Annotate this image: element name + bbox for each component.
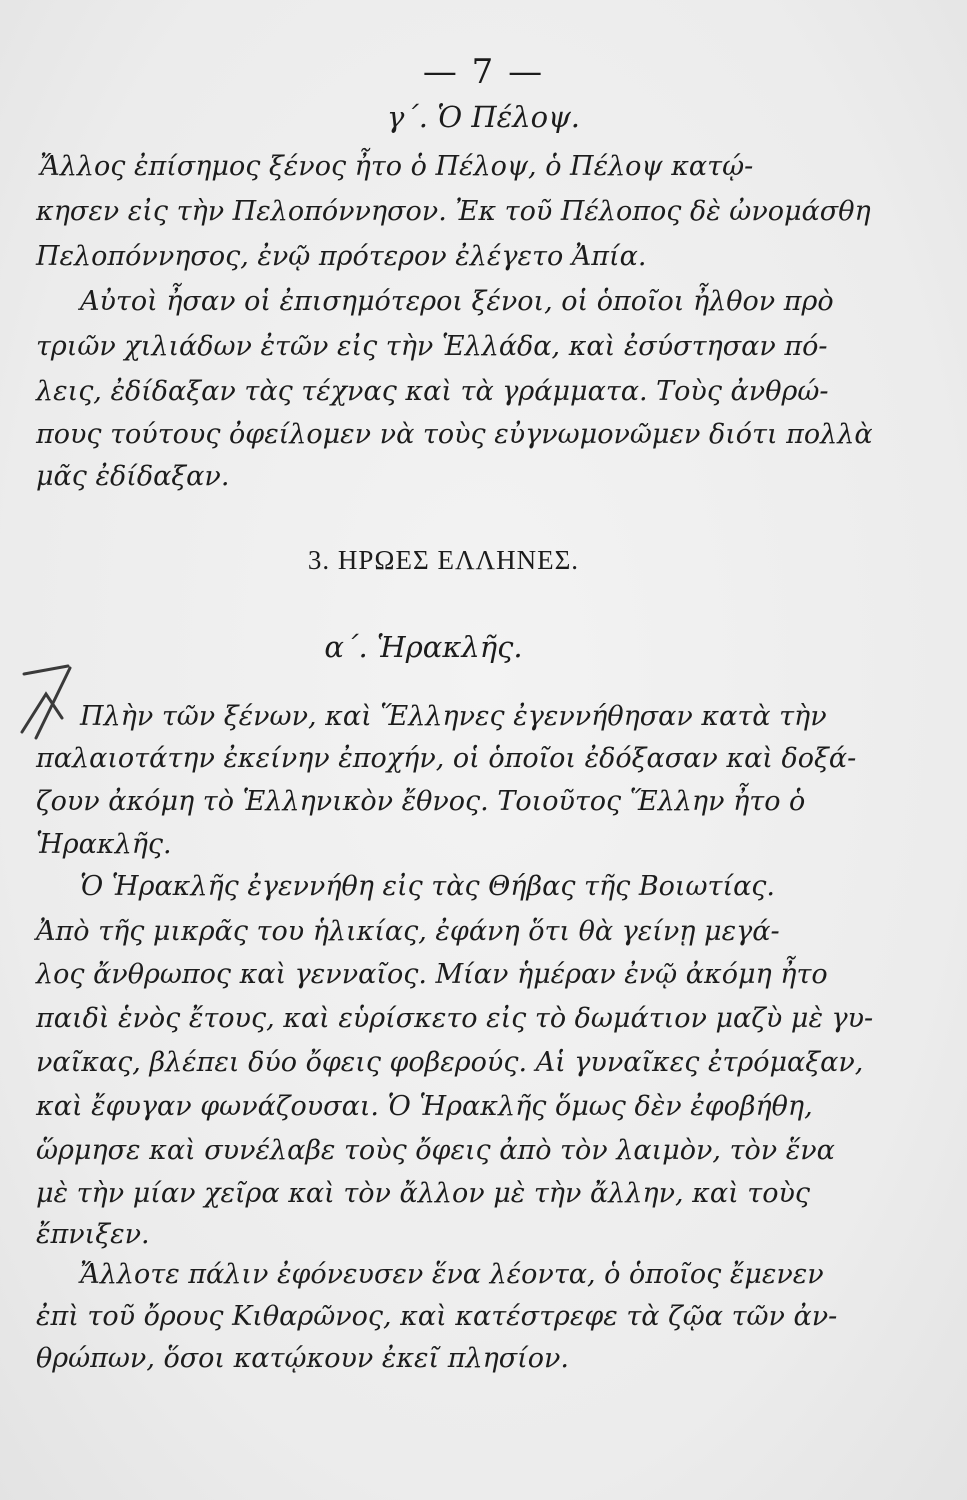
text-line: λος ἄνθρωπος καὶ γενναῖος. Μίαν ἡμέραν ἐνῷ ἀκόμη ἦτο [36,959,828,990]
text-line: κησεν εἰς τὴν Πελοπόννησον. Ἐκ τοῦ Πέλοπος δὲ ὠνομάσθη [36,196,871,227]
pencil-mark [16,660,86,740]
text-line: ἔπνιξεν. [36,1219,150,1250]
text-line: καὶ ἔφυγαν φωνάζουσαι. Ὁ Ἡρακλῆς ὅμως δὲν ἐφοβήθη, [36,1091,813,1122]
text-line: μᾶς ἐδίδαξαν. [36,461,230,492]
section-heading: 3. ΗΡΩΕΣ ΕΛΛΗΝΕΣ. [307,545,580,575]
text-line: Ἀπὸ τῆς μικρᾶς του ἡλικίας, ἐφάνη ὅτι θὰ γείνῃ μεγά- [36,916,780,947]
text-line: λεις, ἐδίδαξαν τὰς τέχνας καὶ τὰ γράμματα. Τοὺς ἀνθρώ- [36,376,829,407]
text-line: ναῖκας, βλέπει δύο ὄφεις φοβερούς. Αἱ γυναῖκες ἐτρόμαξαν, [36,1047,864,1078]
text-line: Αὐτοὶ ἦσαν οἱ ἐπισημότεροι ξένοι, οἱ ὁποῖοι ἦλθον πρὸ [80,286,834,317]
subheading-heracles: α΄. Ἡρακλῆς. [324,630,523,664]
text-line: θρώπων, ὅσοι κατῴκουν ἐκεῖ πλησίον. [36,1343,570,1374]
text-line: πους τούτους ὀφείλομεν νὰ τοὺς εὐγνωμονῶμεν διότι πολλὰ [36,419,873,450]
text-line: Ἄλλος ἐπίσημος ξένος ἦτο ὁ Πέλοψ, ὁ Πέλοψ κατῴ- [40,151,754,182]
text-line: Ἡρακλῆς. [36,829,172,860]
text-line: ὥρμησε καὶ συνέλαβε τοὺς ὄφεις ἀπὸ τὸν λαιμὸν, τὸν ἕνα [36,1135,835,1166]
text-line: Πελοπόννησος, ἐνῷ πρότερον ἐλέγετο Ἀπία. [36,241,647,272]
text-line: παιδὶ ἑνὸς ἔτους, καὶ εὑρίσκετο εἰς τὸ δωμάτιον μαζὺ μὲ γυ- [36,1003,874,1034]
text-line: Πλὴν τῶν ξένων, καὶ Ἕλληνες ἐγεννήθησαν κατὰ τὴν [80,701,827,732]
text-line: ζουν ἀκόμη τὸ Ἑλληνικὸν ἔθνος. Τοιοῦτος Ἕλλην ἦτο ὁ [36,786,806,817]
text-line: τριῶν χιλιάδων ἐτῶν εἰς τὴν Ἑλλάδα, καὶ ἐσύστησαν πό- [36,331,828,362]
page-number: — 7 — [422,52,545,92]
text-line: μὲ τὴν μίαν χεῖρα καὶ τὸν ἄλλον μὲ τὴν ἄλλην, καὶ τοὺς [36,1178,810,1209]
text-line: ἐπὶ τοῦ ὄρους Κιθαρῶνος, καὶ κατέστρεφε τὰ ζῷα τῶν ἀν- [36,1301,838,1332]
text-line: Ἄλλοτε πάλιν ἐφόνευσεν ἕνα λέοντα, ὁ ὁποῖος ἔμενεν [80,1259,824,1290]
subheading-pelops: γ΄. Ὁ Πέλοψ. [386,100,581,134]
text-line: παλαιοτάτην ἐκείνην ἐποχήν, οἱ ὁποῖοι ἐδόξασαν καὶ δοξά- [36,743,857,774]
text-line: Ὁ Ἡρακλῆς ἐγεννήθη εἰς τὰς Θήβας τῆς Βοιωτίας. [80,871,775,902]
